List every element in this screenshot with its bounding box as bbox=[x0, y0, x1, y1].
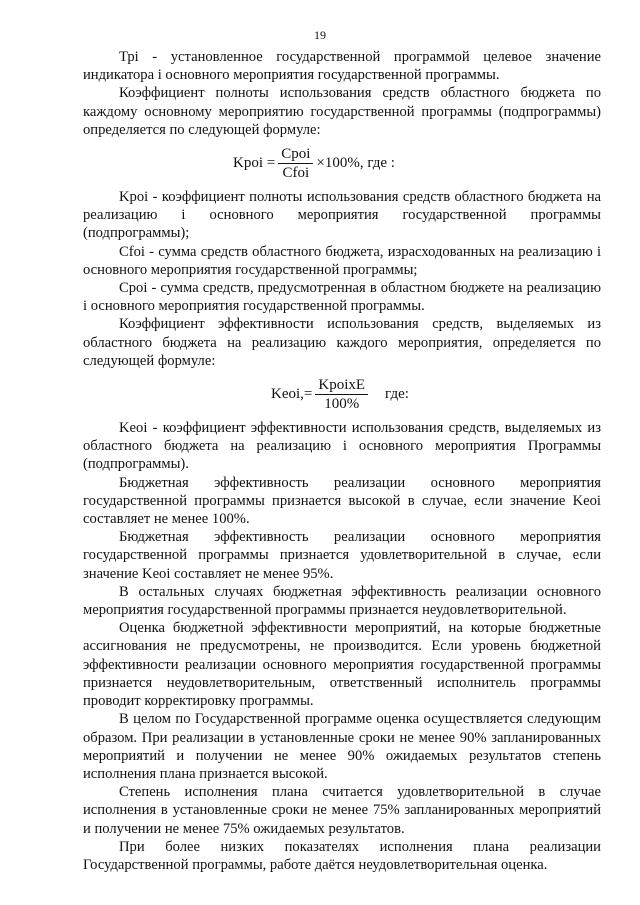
paragraph: Оценка бюджетной эффективности мероприятий, на которые бюджетные ассигнования не предусмотрены, не производится. Если уровень бюджетной эффективности реализации основного мероприятия государственной программы признается неудовлетворительным, ответственный исполнитель программы проводит корректировку программы. bbox=[83, 620, 601, 710]
formula-denominator: Cfoi bbox=[282, 165, 310, 182]
formula-lhs: Kpoi = bbox=[233, 155, 276, 172]
paragraph: Бюджетная эффективность реализации основного мероприятия государственной программы признается высокой в случае, если значение Keoi составляет не менее 100%. bbox=[83, 474, 601, 528]
paragraph: Коэффициент полноты использования средств областного бюджета по каждому основному мероприятию государственной программы (подпрограммы) определяется по следующей формуле: bbox=[83, 85, 601, 138]
formula-rhs: ×100%, где : bbox=[316, 155, 395, 172]
paragraph: В остальных случаях бюджетная эффективность реализации основного мероприятия государственной программы признается неудовлетворительной. bbox=[83, 583, 601, 619]
formula-completeness bbox=[83, 145, 601, 182]
document-body bbox=[83, 48, 601, 874]
formula-fraction bbox=[315, 376, 368, 413]
paragraph: Бюджетная эффективность реализации основного мероприятия государственной программы признается удовлетворительной в случае, если значение Keoi составляет не менее 95%. bbox=[83, 529, 601, 582]
paragraph: В целом по Государственной программе оценка осуществляется следующим образом. При реализации в установленные сроки не менее 90% запланированных мероприятий и получении не менее 90% ожидаемых результатов степень исполнения плана признается высокой. bbox=[83, 711, 601, 782]
formula-fraction bbox=[278, 145, 313, 182]
formula-numerator: Cpoi bbox=[278, 145, 313, 164]
paragraph: При более низких показателях исполнения плана реализации Государственной программы, работе даётся неудовлетворительная оценка. bbox=[83, 838, 601, 873]
paragraph: Keoi - коэффициент эффективности использования средств, выделяемых из областного бюджета на реализацию i основного мероприятия Программы (подпрограммы). bbox=[83, 420, 601, 473]
formula-numerator: KpoixE bbox=[315, 376, 368, 395]
formula-rhs: где: bbox=[385, 386, 409, 403]
page-number: 19 bbox=[314, 28, 326, 42]
formula-denominator: 100% bbox=[324, 396, 360, 413]
paragraph: Степень исполнения плана считается удовлетворительной в случае исполнения в установленные сроки не менее 75% запланированных мероприятий и получении не менее 75% ожидаемых результатов. bbox=[83, 784, 601, 837]
formula-efficiency bbox=[83, 376, 601, 413]
paragraph: Kpoi - коэффициент полноты использования средств областного бюджета на реализацию i основного мероприятия государственной программы (подпрограммы); bbox=[83, 189, 601, 242]
formula-lhs: Keoi,= bbox=[271, 386, 313, 403]
paragraph: Трi - установленное государственной программой целевое значение индикатора i основного мероприятия государственной программы. bbox=[83, 49, 601, 84]
paragraph: Cpoi - сумма средств, предусмотренная в областном бюджете на реализацию i основного мероприятия государственной программы. bbox=[83, 280, 601, 315]
paragraph: Cfoi - сумма средств областного бюджета, израсходованных на реализацию i основного мероприятия государственной программы; bbox=[83, 243, 601, 278]
paragraph: Коэффициент эффективности использования средств, выделяемых из областного бюджета на реализацию каждого мероприятия, определяется по следующей формуле: bbox=[83, 316, 601, 369]
